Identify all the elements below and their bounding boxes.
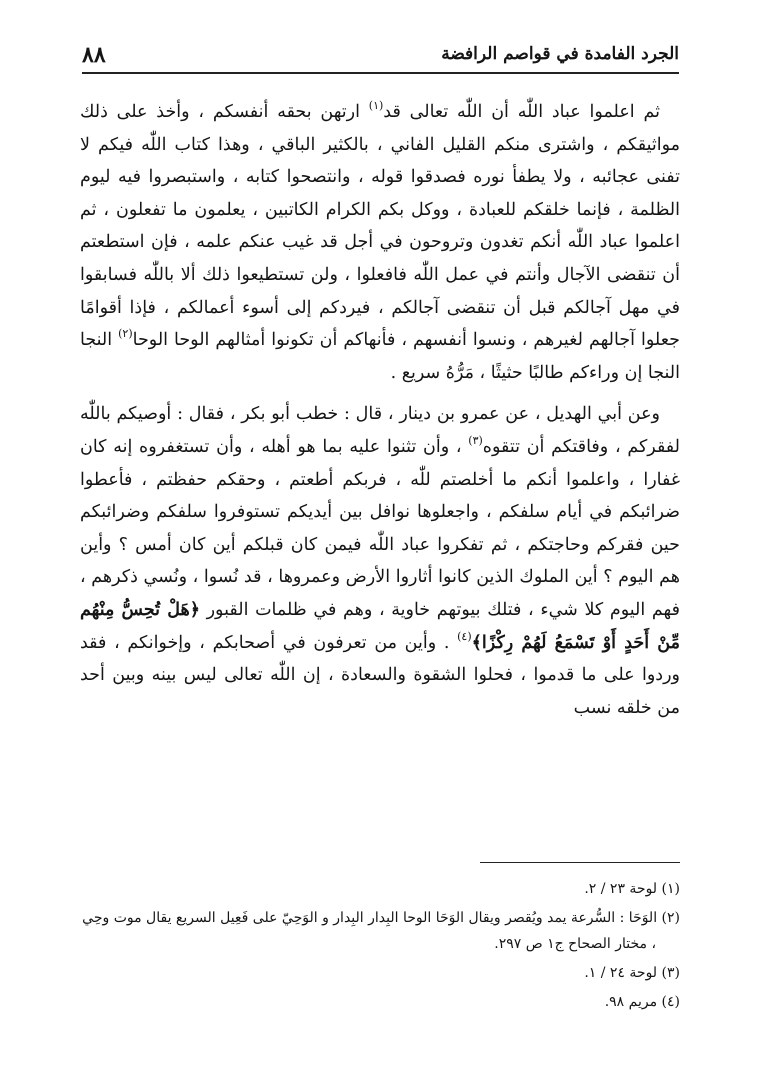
header-rule — [82, 72, 679, 74]
footnote-4: (٤) مريم ٩٨. — [604, 994, 680, 1010]
paragraph-1-part-3: النجا النجا إن وراءكم طالبًا حثيثًا ، مَرُّهُ سريع . — [80, 330, 680, 383]
footnote-ref-1[interactable]: (١) — [368, 99, 384, 112]
footnote-ref-2[interactable]: (٢) — [118, 327, 133, 341]
main-text — [80, 96, 680, 724]
paragraph-2-part-2: ، وأن تثنوا عليه بما هو أهله ، وأن تستغفروه إنه كان غفارا ، واعلموا أنكم ما أخلصتم للّٰه ، فربكم أطعتم ، وحقكم حفظتم ، فأعطوا ضرائبكم في أيام سلفكم ، واجعلوها نوافل بين أيديكم تستوفروا سلفكم وضرائبكم حين فقركم وحاجتكم ، ثم تفكروا عباد اللّٰه فيمن كان قبلكم أين كان أمس ؟ وأين هم اليوم ؟ أين الملوك الذين كانوا أثاروا الأرض وعمروها ، قد نُسوا ، ونُسي ذكرهم ، فهم اليوم كلا شيء ، فتلك بيوتهم خاوية ، وهم في ظلمات القبور — [80, 436, 680, 620]
page-header — [82, 36, 679, 72]
footnote-rule — [480, 862, 680, 863]
footnote-1: (١) لوحة ٢٣ / ٢. — [584, 881, 680, 897]
footnote-3: (٣) لوحة ٢٤ / ١. — [584, 965, 680, 981]
footnote-ref-3[interactable]: (٣) — [468, 433, 483, 447]
quran-verse: ﴿هَلْ تُحِسُّ مِنْهُم مِّنْ أَحَدٍ أَوْ تَسْمَعُ لَهُمْ رِكْزًا﴾ — [80, 599, 680, 653]
paragraph-1 — [80, 96, 680, 389]
paragraph-1-part-1: ثم اعلموا عباد اللّٰه أن اللّٰه تعالى قد — [383, 102, 660, 122]
paragraph-2 — [80, 398, 680, 724]
footnote-ref-4[interactable]: (٤) — [457, 629, 472, 643]
footnote-2: (٢) الوَحَا : السُّرعة يمد ويُقصر ويقال الوَحَا الوحا البِدار البِدار و الوَحِيّ على فَعِيل السريع يقال موت وحِي ، مختار الصحاح ج١ ص ٢٩٧. — [82, 910, 680, 952]
paragraph-1-part-2: ارتهن بحقه أنفسكم ، وأخذ على ذلك مواثيقكم ، واشترى منكم القليل الفاني ، بالكثير الباقي ، وهذا كتاب اللّٰه فيكم لا تفنى عجائبه ، ولا يطفأ نوره فصدقوا قوله ، وانتصحوا كتابه ، واستبصروا فيه ليوم الظلمة ، فإنما خلقكم للعبادة ، ووكل بكم الكرام الكاتبين ، يعلمون ما تفعلون ، ثم اعلموا عباد اللّٰه أنكم تغدون وتروحون في أجل قد غيب عنكم علمه ، فإن استطعتم أن تنقضى الآجال وأنتم في عمل اللّٰه فافعلوا ، ولن تستطيعوا ذلك ألا باللّٰه فسابقوا في مهل آجالكم قبل أن تنقضى آجالكم ، فيردكم إلى أسوء أعمالكم ، فإذا أقوامًا جعلوا آجالهم لغيرهم ، ونسوا أنفسهم ، فأنهاكم أن تكونوا أمثالهم الوحا الوحا — [80, 102, 680, 351]
running-title: الجرد الفامدة في قواصم الرافضة — [441, 44, 679, 64]
paragraph-2-part-1: وعن أبي الهديل ، عن عمرو بن دينار ، قال : خطب أبو بكر ، فقال : أوصيكم باللّٰه لفقركم ، وفاقتكم أن تتقوه — [80, 404, 680, 457]
paragraph-2-part-3: . وأين من تعرفون في أصحابكم ، وإخوانكم ، فقد وردوا على ما قدموا ، فحلوا الشقوة والسعادة ، إن اللّٰه تعالى ليس بينه وبين أحد من خلقه نسب — [80, 632, 680, 718]
page-number: ٨٨ — [82, 42, 106, 68]
footnotes — [80, 876, 680, 1018]
